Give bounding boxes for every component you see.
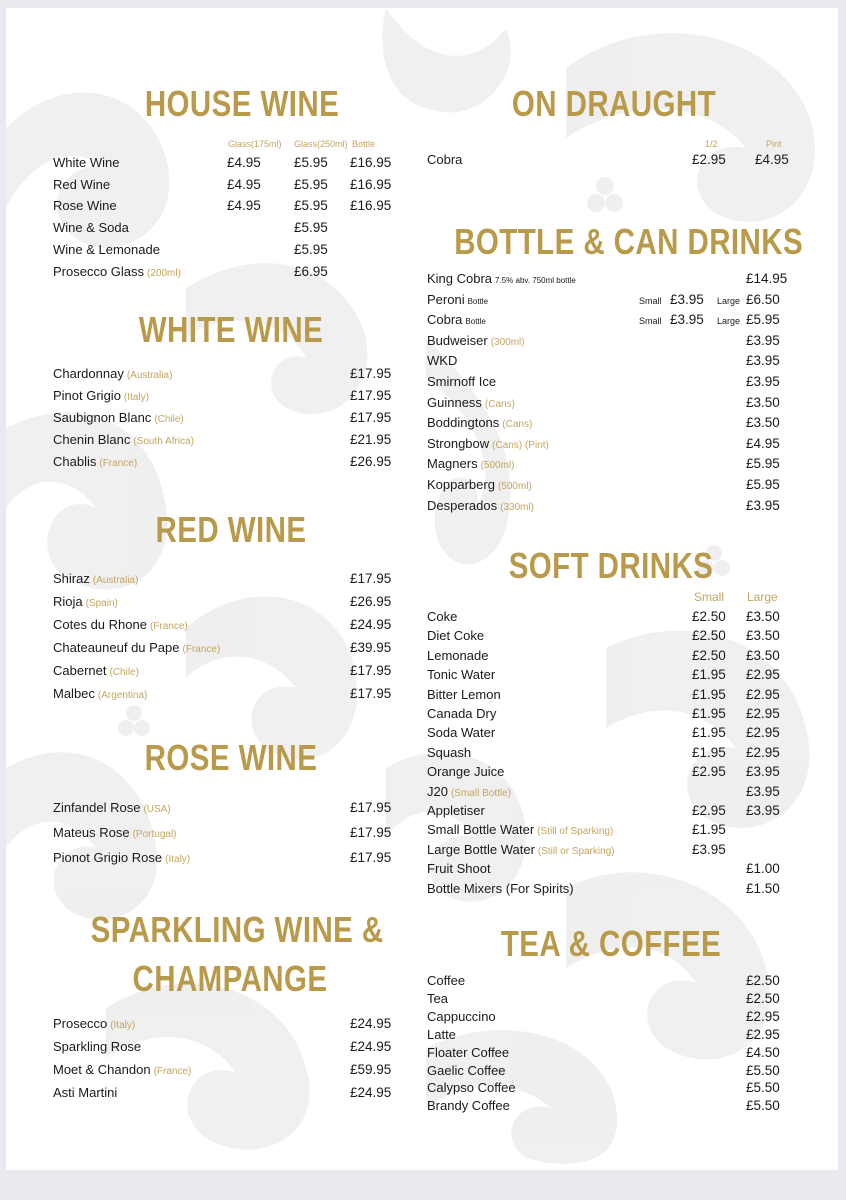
menu-item	[53, 684, 403, 704]
item-note: (Italy)	[123, 392, 149, 403]
item-price: £2.95	[746, 1008, 780, 1024]
item-label: Peroni	[427, 291, 465, 307]
item-name	[53, 175, 110, 195]
item-price: £4.95	[746, 435, 780, 451]
item-price: £5.50	[746, 1062, 780, 1078]
item-name	[53, 408, 184, 430]
item-name	[427, 646, 488, 666]
item-price: £2.95	[746, 686, 780, 702]
item-price: £26.95	[350, 454, 392, 469]
menu-item	[53, 430, 403, 450]
menu-item	[53, 153, 403, 173]
item-label: Floater Coffee	[427, 1044, 510, 1060]
menu-item	[53, 823, 403, 843]
item-label: Cobra	[427, 152, 463, 167]
item-label: Desperados	[427, 497, 498, 513]
item-note: (500ml)	[480, 460, 515, 472]
menu-item	[53, 1083, 403, 1103]
item-price: £3.95	[746, 803, 780, 818]
draught-heading: ON DRAUGHT	[511, 83, 717, 124]
item-name	[53, 153, 119, 173]
item-price: £5.95	[294, 241, 328, 257]
item-label: Mateus Rose	[53, 825, 130, 840]
menu-item	[53, 661, 403, 681]
item-label: Calypso Coffee	[427, 1080, 516, 1096]
item-name	[53, 218, 129, 238]
menu-item	[53, 408, 403, 428]
item-note: (Australia)	[92, 575, 139, 586]
item-name	[53, 823, 177, 845]
item-price: £1.00	[746, 861, 780, 877]
menu-item	[53, 386, 403, 406]
item-name	[53, 452, 137, 474]
item-price: £6.95	[294, 263, 328, 279]
item-note: (330ml)	[500, 501, 535, 513]
item-note: (500ml)	[497, 481, 532, 492]
item-price: £17.95	[350, 571, 392, 586]
item-price: £4.95	[227, 176, 261, 192]
item-name	[427, 859, 491, 879]
item-label: Cabernet	[53, 663, 107, 678]
item-note: Bottle	[467, 296, 489, 306]
item-label: Rioja	[53, 594, 83, 609]
item-price: £17.95	[350, 800, 392, 815]
menu-item	[53, 240, 403, 260]
menu-item	[427, 475, 797, 495]
menu-item	[53, 615, 403, 635]
item-name	[53, 430, 194, 452]
item-price: £3.95	[746, 764, 780, 780]
menu-item	[427, 782, 797, 802]
pint-header: Pint	[766, 139, 782, 149]
item-note: (Cans)	[502, 419, 533, 431]
item-note: (USA)	[143, 804, 171, 815]
menu-item	[427, 393, 797, 413]
item-price: £6.50	[746, 291, 780, 307]
item-note: (Chile)	[109, 667, 139, 678]
item-price: £3.95	[746, 497, 780, 513]
item-price: £2.50	[746, 973, 780, 988]
item-label: Budweiser	[427, 332, 488, 348]
item-price: £5.95	[294, 176, 328, 192]
rose-wine-heading: ROSE WINE	[144, 737, 318, 778]
item-label: Coffee	[427, 973, 466, 988]
item-price: £5.50	[746, 1098, 780, 1114]
menu-item	[427, 626, 797, 646]
item-price: £17.95	[350, 410, 392, 425]
glass175-header: Glass(175ml)	[228, 139, 282, 149]
item-price: £24.95	[350, 617, 392, 632]
menu-item	[427, 859, 797, 879]
item-name	[427, 626, 484, 646]
item-note: (300ml)	[490, 336, 525, 348]
item-price: £5.95	[294, 155, 328, 170]
item-name	[427, 413, 532, 435]
item-price: £17.95	[350, 686, 392, 701]
item-price: £24.95	[350, 1016, 392, 1031]
item-price: £1.50	[746, 880, 780, 896]
menu-item	[427, 607, 797, 627]
menu-item	[427, 351, 797, 371]
size-label: Large	[717, 316, 741, 327]
item-name	[427, 310, 486, 332]
menu-item	[427, 150, 797, 170]
item-name	[53, 848, 190, 870]
item-price: £59.95	[350, 1062, 392, 1077]
item-name	[427, 351, 457, 371]
item-note: (France)	[182, 644, 221, 655]
item-label: WKD	[427, 353, 458, 369]
item-price: £26.95	[350, 594, 392, 609]
menu-item	[53, 798, 403, 818]
item-note: (France)	[99, 458, 138, 469]
menu-item	[427, 646, 797, 666]
item-name	[427, 372, 496, 392]
item-name	[53, 638, 220, 660]
menu-item	[427, 665, 797, 685]
menu-item	[53, 848, 403, 868]
item-name	[53, 196, 117, 216]
item-label: Canada Dry	[427, 706, 497, 721]
item-name	[53, 798, 171, 820]
menu-item	[427, 801, 797, 821]
item-price: £21.95	[350, 432, 392, 447]
item-name	[427, 475, 532, 497]
size-label: Small	[639, 316, 662, 327]
item-name	[427, 704, 496, 724]
item-price: £2.95	[746, 744, 780, 760]
item-name	[427, 879, 574, 899]
item-label: King Cobra	[427, 271, 493, 286]
item-note: (Small Bottle)	[450, 787, 511, 799]
item-note: (Still of Sparking)	[537, 826, 614, 838]
item-label: J20	[427, 783, 448, 799]
item-price: £16.95	[350, 198, 392, 214]
item-label: Pionot Grigio Rose	[53, 850, 163, 865]
item-price: £1.95	[692, 667, 726, 683]
item-name	[53, 240, 160, 260]
item-name	[53, 615, 188, 637]
item-price: £3.50	[746, 394, 780, 410]
item-note: (Australia)	[126, 370, 173, 381]
size-label: Small	[639, 295, 662, 306]
soft-large-header: Large	[747, 590, 778, 604]
menu-item	[53, 175, 403, 195]
menu-item	[53, 364, 403, 384]
menu-item	[427, 743, 797, 763]
item-label: Guinness	[427, 394, 482, 410]
item-price: £2.50	[746, 990, 780, 1006]
item-price: £5.95	[294, 220, 328, 236]
item-price: £1.95	[692, 706, 726, 721]
item-name	[53, 1060, 191, 1082]
item-name	[427, 434, 549, 456]
item-name	[427, 723, 495, 743]
item-note: 7.5% abv. 750ml bottle	[495, 276, 576, 285]
menu-item	[427, 290, 797, 310]
item-price: £5.50	[746, 1080, 780, 1096]
menu-item	[427, 310, 797, 330]
item-label: Chateauneuf du Pape	[53, 640, 180, 655]
item-name	[427, 801, 485, 821]
item-note: (Chile)	[154, 414, 184, 425]
item-label: Small Bottle Water	[427, 822, 535, 838]
bottle-header: Bottle	[352, 139, 376, 149]
item-price: £2.50	[692, 628, 726, 644]
item-price: £17.95	[350, 850, 392, 865]
menu-item	[53, 1060, 403, 1080]
menu-item	[427, 723, 797, 743]
item-label: Moet & Chandon	[53, 1062, 151, 1077]
item-name	[53, 1037, 141, 1057]
item-name	[427, 269, 576, 291]
menu-item	[53, 452, 403, 472]
item-name	[53, 1083, 117, 1103]
item-price: £5.95	[746, 312, 780, 328]
item-label: Fruit Shoot	[427, 861, 491, 877]
item-price: £3.95	[746, 374, 780, 389]
item-label: Zinfandel Rose	[53, 800, 141, 815]
menu-item	[53, 1037, 403, 1057]
item-price: £3.95	[746, 353, 780, 369]
red-wine-heading: RED WINE	[155, 509, 307, 550]
item-price: £2.95	[692, 803, 726, 818]
item-price: £39.95	[350, 640, 392, 655]
item-label: Coke	[427, 609, 458, 624]
item-price: £5.95	[294, 198, 328, 214]
soft-drinks-heading: SOFT DRINKS	[508, 545, 714, 586]
item-label: Tonic Water	[427, 667, 496, 683]
item-name	[53, 364, 172, 386]
item-name	[53, 569, 138, 591]
item-name	[427, 607, 457, 627]
item-price: £3.95	[670, 312, 704, 328]
item-label: Diet Coke	[427, 628, 485, 644]
item-name	[53, 684, 147, 706]
item-label: Lemonade	[427, 647, 489, 663]
menu-item	[53, 638, 403, 658]
item-name	[53, 661, 139, 683]
item-price: £3.95	[692, 841, 726, 857]
item-label: Gaelic Coffee	[427, 1062, 506, 1078]
glass250-header: Glass(250ml)	[294, 139, 348, 149]
item-note: (Spain)	[85, 598, 118, 609]
menu-item	[427, 372, 797, 392]
item-name	[427, 685, 501, 705]
item-name	[53, 592, 118, 614]
menu-item	[53, 592, 403, 612]
item-price: £2.95	[746, 725, 780, 741]
item-label: White Wine	[53, 155, 120, 170]
item-name	[427, 1096, 510, 1116]
item-label: Saubignon Blanc	[53, 410, 152, 425]
menu-item	[427, 454, 797, 474]
item-label: Sparkling Rose	[53, 1039, 142, 1054]
menu-item	[427, 413, 797, 433]
menu-item	[427, 1096, 797, 1116]
item-label: Shiraz	[53, 571, 90, 586]
item-label: Bottle Mixers (For Spirits)	[427, 880, 574, 896]
item-label: Malbec	[53, 686, 95, 701]
menu-item	[53, 218, 403, 238]
menu-page	[6, 8, 838, 1170]
item-price: £2.95	[692, 152, 726, 167]
size-label: Large	[717, 295, 741, 306]
item-label: Bitter Lemon	[427, 686, 501, 702]
item-note: (France)	[149, 621, 188, 632]
item-name	[427, 290, 488, 312]
item-note: (Argentina)	[97, 690, 148, 701]
item-price: £2.95	[746, 667, 780, 683]
item-price: £3.95	[746, 332, 780, 348]
item-price: £4.50	[746, 1044, 780, 1060]
item-price: £4.95	[227, 155, 261, 170]
item-label: Latte	[427, 1026, 456, 1042]
item-label: Rose Wine	[53, 198, 117, 214]
item-label: Asti Martini	[53, 1085, 118, 1100]
menu-item	[53, 569, 403, 589]
item-price: £16.95	[350, 176, 392, 192]
item-price: £4.95	[755, 152, 789, 167]
item-label: Tea	[427, 990, 448, 1006]
item-label: Orange Juice	[427, 764, 505, 780]
item-price: £2.95	[746, 1026, 780, 1042]
item-label: Prosecco Glass	[53, 263, 145, 279]
half-header: 1/2	[705, 139, 718, 149]
item-price: £3.50	[746, 415, 780, 431]
item-price: £3.50	[746, 609, 780, 624]
house-wine-heading: HOUSE WINE	[144, 83, 340, 124]
item-label: Boddingtons	[427, 415, 500, 431]
item-price: £2.50	[692, 647, 726, 663]
item-label: Cappuccino	[427, 1008, 496, 1024]
item-label: Brandy Coffee	[427, 1098, 510, 1114]
white-wine-heading: WHITE WINE	[138, 309, 324, 350]
sparkling-heading-line2: CHAMPANGE	[132, 958, 328, 999]
tea-coffee-heading: TEA & COFFEE	[500, 923, 722, 964]
item-label: Red Wine	[53, 176, 111, 192]
item-note: (France)	[153, 1066, 192, 1077]
item-note: (Cans)	[484, 398, 515, 410]
menu-item	[427, 331, 797, 351]
menu-item	[53, 196, 403, 216]
item-name	[427, 743, 471, 763]
item-note: (Portugal)	[132, 829, 177, 840]
item-name	[427, 150, 462, 170]
item-label: Wine & Soda	[53, 220, 129, 236]
item-price: £1.95	[692, 686, 726, 702]
menu-item	[427, 269, 797, 289]
item-note: (Still or Sparking)	[537, 845, 615, 857]
item-name	[427, 762, 504, 782]
sparkling-heading-line1: SPARKLING WINE &	[90, 909, 384, 950]
menu-item	[427, 879, 797, 899]
item-label: Chenin Blanc	[53, 432, 131, 447]
item-label: Kopparberg	[427, 477, 495, 492]
item-label: Cotes du Rhone	[53, 617, 147, 632]
item-label: Magners	[427, 456, 478, 472]
item-name	[53, 262, 181, 284]
menu-item	[427, 685, 797, 705]
menu-item	[53, 262, 403, 282]
item-price: £3.95	[670, 291, 704, 307]
item-price: £2.95	[692, 764, 726, 780]
item-price: £4.95	[227, 198, 261, 214]
item-note: (Cans) (Pint)	[492, 439, 549, 451]
item-price: £24.95	[350, 1039, 392, 1054]
item-price: £1.95	[692, 744, 726, 760]
item-label: Pinot Grigio	[53, 388, 121, 403]
item-price: £24.95	[350, 1085, 392, 1100]
item-label: Cobra	[427, 312, 463, 328]
item-label: Soda Water	[427, 725, 496, 741]
item-label: Smirnoff Ice	[427, 374, 497, 389]
item-note: (South Africa)	[133, 436, 194, 447]
item-name	[427, 496, 534, 518]
soft-small-header: Small	[694, 590, 725, 604]
item-price: £17.95	[350, 825, 392, 840]
item-name	[427, 331, 525, 353]
item-name	[427, 454, 514, 476]
item-name	[427, 393, 515, 415]
item-name	[53, 1014, 135, 1036]
item-price: £2.95	[746, 706, 780, 721]
item-label: Large Bottle Water	[427, 841, 535, 857]
item-label: Wine & Lemonade	[53, 241, 160, 257]
menu-item	[427, 820, 797, 840]
item-price: £3.50	[746, 628, 780, 644]
item-note: (200ml)	[147, 267, 181, 279]
menu-item	[427, 704, 797, 724]
bottle-can-heading: BOTTLE & CAN DRINKS	[454, 221, 804, 262]
item-name	[427, 665, 495, 685]
item-price: £3.95	[746, 783, 780, 799]
item-price: £5.95	[746, 456, 780, 472]
item-note: (Italy)	[165, 854, 191, 865]
item-price: £2.50	[692, 609, 726, 624]
item-note: (Italy)	[110, 1020, 136, 1031]
item-price: £5.95	[746, 477, 780, 492]
item-price: £14.95	[746, 271, 788, 286]
item-price: £16.95	[350, 155, 392, 170]
item-label: Squash	[427, 744, 472, 760]
item-label: Strongbow	[427, 435, 490, 451]
menu-item	[427, 434, 797, 454]
item-label: Chardonnay	[53, 366, 124, 381]
menu-item	[427, 840, 797, 860]
menu-item	[427, 496, 797, 516]
item-label: Appletiser	[427, 803, 485, 818]
item-name	[53, 386, 149, 408]
menu-item	[427, 762, 797, 782]
menu-item	[53, 1014, 403, 1034]
item-price: £17.95	[350, 366, 392, 381]
item-price: £17.95	[350, 388, 392, 403]
item-note: Bottle	[465, 317, 486, 327]
item-price: £1.95	[692, 725, 726, 741]
item-price: £1.95	[692, 822, 726, 838]
item-label: Prosecco	[53, 1016, 108, 1031]
item-price: £17.95	[350, 663, 392, 678]
item-price: £3.50	[746, 647, 780, 663]
item-label: Chablis	[53, 454, 97, 469]
